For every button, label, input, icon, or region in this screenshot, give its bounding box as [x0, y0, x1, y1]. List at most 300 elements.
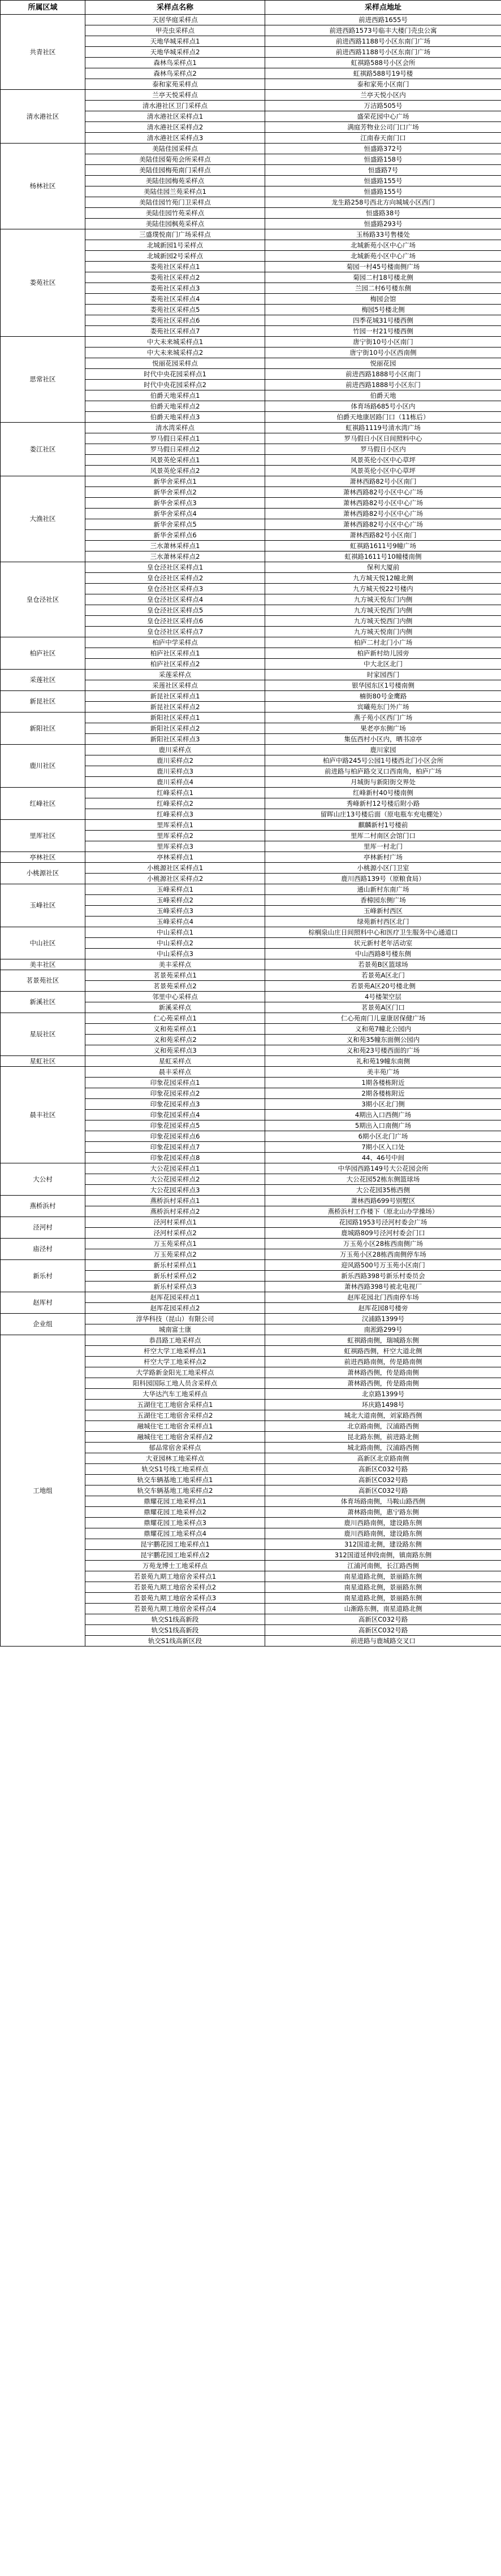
point-name-cell: 新华舍采样点6: [85, 530, 265, 541]
point-address-cell: 虹祺路1119号清水湾广场: [265, 423, 501, 433]
table-row: [1, 863, 501, 874]
point-name-cell: 清水港社区采样点2: [85, 122, 265, 133]
point-name-cell: 大公花园采样点1: [85, 1163, 265, 1174]
point-address-cell: 前进路与鹿城路交叉口: [265, 1636, 501, 1647]
point-address-cell: 月城街与新阳街交界处: [265, 777, 501, 788]
point-address-cell: 前进西路1188号小区东南门广场: [265, 47, 501, 58]
point-name-cell: 中山采样点1: [85, 927, 265, 938]
point-name-cell: 轨交车辆基地工地采样点1: [85, 1475, 265, 1485]
point-address-cell: 萧林西路398号被北电视厂: [265, 1282, 501, 1292]
point-name-cell: 娄苑社区采样点7: [85, 326, 265, 337]
point-name-cell: 泾河村采样点2: [85, 1228, 265, 1239]
point-name-cell: 清水港社区卫门采样点: [85, 101, 265, 111]
area-cell: 娄苑社区: [1, 229, 85, 337]
point-address-cell: 5期出入口南侧广场: [265, 1120, 501, 1131]
point-name-cell: 风景英伦采样点2: [85, 466, 265, 476]
point-address-cell: 鹿川西路南侧，建设路东侧: [265, 1518, 501, 1528]
point-address-cell: 九方城天悦东门内侧: [265, 594, 501, 605]
point-address-cell: 3期小区北门侧: [265, 1099, 501, 1110]
point-name-cell: 新阳社区采样点1: [85, 713, 265, 723]
point-address-cell: 萧林路西侧，传是路南侧: [265, 1367, 501, 1378]
point-address-cell: 大公花园35栋西侧: [265, 1185, 501, 1196]
point-address-cell: 九方城天悦22号楼内: [265, 584, 501, 594]
table-row: [1, 713, 501, 723]
table-row: [1, 476, 501, 487]
point-name-cell: 鼎耀花园工地采样点1: [85, 1496, 265, 1507]
point-address-cell: 北城新苑小区中心广场: [265, 251, 501, 262]
area-cell: 泾河村: [1, 1217, 85, 1239]
point-name-cell: 仁心苑采样点1: [85, 1013, 265, 1024]
point-name-cell: 清水港社区采样点3: [85, 133, 265, 144]
point-address-cell: 高新区C032号路: [265, 1475, 501, 1485]
point-address-cell: 萧林西路82号小区南门: [265, 530, 501, 541]
table-row: [1, 1260, 501, 1271]
point-address-cell: 汉浦路1399号: [265, 1314, 501, 1324]
table-row: [1, 852, 501, 863]
point-name-cell: 玉峰采样点4: [85, 916, 265, 927]
point-address-cell: 萧林西路82号小区中心广场: [265, 519, 501, 530]
point-name-cell: 皇仓泾社区采样点1: [85, 562, 265, 573]
point-name-cell: 三水萧林采样点1: [85, 541, 265, 551]
area-cell: 工地组: [1, 1335, 85, 1647]
point-name-cell: 里厍采样点2: [85, 831, 265, 841]
point-name-cell: 星虹采样点: [85, 1056, 265, 1067]
point-name-cell: 小桃源社区采样点2: [85, 874, 265, 884]
point-address-cell: 北京路1399号: [265, 1389, 501, 1400]
point-name-cell: 娄苑社区采样点2: [85, 272, 265, 283]
point-name-cell: 印象花园采样点6: [85, 1131, 265, 1142]
point-address-cell: 秀峰新村12号楼后附小路: [265, 798, 501, 809]
point-name-cell: 新乐村采样点1: [85, 1260, 265, 1271]
point-address-cell: 高新区C032号路: [265, 1625, 501, 1636]
point-address-cell: 萧林路南侧，惠宁路东侧: [265, 1507, 501, 1518]
point-address-cell: 燕桥浜村工作楼下（原北山办学操场）: [265, 1206, 501, 1217]
point-name-cell: 新乐村采样点2: [85, 1271, 265, 1282]
point-address-cell: 宾曦苑东门外广场: [265, 702, 501, 713]
area-cell: 燕桥浜村: [1, 1196, 85, 1217]
point-name-cell: 新华舍采样点4: [85, 509, 265, 519]
point-address-cell: 虹祺路1611号10幢楼南侧: [265, 551, 501, 562]
point-name-cell: 大公花园采样点3: [85, 1185, 265, 1196]
point-name-cell: 新阳社区采样点2: [85, 723, 265, 734]
point-name-cell: 新华舍采样点1: [85, 476, 265, 487]
point-address-cell: 前进西路1188号小区东南门广场: [265, 36, 501, 47]
point-address-cell: 7期小区入口处: [265, 1142, 501, 1153]
point-address-cell: 前进西路南侧，传是路南侧: [265, 1357, 501, 1367]
point-address-cell: 恒盛路155号: [265, 176, 501, 186]
point-name-cell: 娄苑社区采样点5: [85, 305, 265, 315]
point-address-cell: 罗马假日小区日间照料中心: [265, 433, 501, 444]
point-name-cell: 恭昌路工地采样点: [85, 1335, 265, 1346]
point-name-cell: 美陆佳园竹苑采样点: [85, 208, 265, 219]
point-address-cell: 南星道路北侧，景丽路东侧: [265, 1593, 501, 1604]
point-address-cell: 虹祺路588号小区会所: [265, 58, 501, 68]
point-name-cell: 娄苑社区采样点4: [85, 294, 265, 305]
point-address-cell: 高新区C032号路: [265, 1614, 501, 1625]
point-name-cell: 印象花园采样点5: [85, 1120, 265, 1131]
point-address-cell: 鹿城路809号泾河村委会门口: [265, 1228, 501, 1239]
point-address-cell: 山渐路东侧，南星道路北侧: [265, 1604, 501, 1614]
point-name-cell: 美陆佳园菊苑会所采样点: [85, 154, 265, 165]
point-name-cell: 融城住宅工地宿舍采样点1: [85, 1421, 265, 1432]
point-name-cell: 皇仓泾社区采样点7: [85, 627, 265, 637]
point-name-cell: 鹿川采样点: [85, 745, 265, 755]
table-row: [1, 745, 501, 755]
point-name-cell: 娄苑社区采样点3: [85, 283, 265, 294]
area-cell: 新昆社区: [1, 691, 85, 713]
point-name-cell: 森林鸟采样点1: [85, 58, 265, 68]
point-name-cell: 娄苑社区采样点1: [85, 262, 265, 272]
point-name-cell: 义和苑采样点1: [85, 1024, 265, 1035]
point-address-cell: 前进西路1888号小区南门: [265, 369, 501, 380]
point-name-cell: 阳科园国际工地人员含采样点: [85, 1378, 265, 1389]
point-name-cell: 郁品常宿舍采样点: [85, 1443, 265, 1453]
point-name-cell: 天地华城采样点2: [85, 47, 265, 58]
point-name-cell: 时代中央花园采样点2: [85, 380, 265, 390]
point-address-cell: 萧林西路699号别墅区: [265, 1196, 501, 1206]
point-address-cell: 义和苑23号楼西面的广场: [265, 1045, 501, 1056]
point-address-cell: 小桃源小区门卫室: [265, 863, 501, 874]
point-address-cell: 萧林西路82号小区中心广场: [265, 509, 501, 519]
area-cell: 采莲社区: [1, 670, 85, 691]
point-name-cell: 玉峰采样点2: [85, 895, 265, 906]
point-address-cell: 唐宁街10号小区南门: [265, 337, 501, 347]
point-name-cell: 中大未来城采样点1: [85, 337, 265, 347]
point-name-cell: 兰亭天悦采样点: [85, 90, 265, 101]
point-address-cell: 鹿川西路南侧，建设路东侧: [265, 1528, 501, 1539]
point-address-cell: 银华园东区1号楼南侧: [265, 680, 501, 691]
area-cell: 星虹社区: [1, 1056, 85, 1067]
point-address-cell: 恒盛路158号: [265, 154, 501, 165]
point-address-cell: 恒盛路372号: [265, 144, 501, 154]
point-address-cell: 南星道路北侧，景丽路东侧: [265, 1582, 501, 1593]
point-name-cell: 美陆佳园枫苑采样点: [85, 219, 265, 229]
point-address-cell: 唐宁街10号小区西南侧: [265, 347, 501, 358]
point-name-cell: 新华舍采样点5: [85, 519, 265, 530]
point-name-cell: 大华达汽车工地采样点: [85, 1389, 265, 1400]
point-address-cell: 九方城天悦西门内侧: [265, 605, 501, 616]
point-name-cell: 森林鸟采样点2: [85, 68, 265, 79]
point-name-cell: 柏庐社区采样点2: [85, 659, 265, 670]
point-address-cell: 兰园二村6号楼东侧: [265, 283, 501, 294]
area-cell: 鹿川社区: [1, 745, 85, 788]
area-cell: 小桃源社区: [1, 863, 85, 884]
point-name-cell: 中山采样点3: [85, 949, 265, 959]
table-row: [1, 691, 501, 702]
point-name-cell: 茗景苑采样点1: [85, 970, 265, 981]
area-cell: 大公村: [1, 1163, 85, 1196]
point-name-cell: 甲壳虫采样点: [85, 25, 265, 36]
point-name-cell: 新阳社区采样点3: [85, 734, 265, 745]
point-name-cell: 皇仓泾社区采样点3: [85, 584, 265, 594]
point-name-cell: 印象花园采样点8: [85, 1153, 265, 1163]
area-cell: 企业组: [1, 1314, 85, 1335]
point-address-cell: 梅园会馆: [265, 294, 501, 305]
point-address-cell: 棕榈泉山庄日间照料中心和医疗卫生服务中心通道口: [265, 927, 501, 938]
area-cell: 新阳社区: [1, 713, 85, 745]
point-name-cell: 清水港社区采样点1: [85, 111, 265, 122]
area-cell: 大渔社区: [1, 476, 85, 562]
area-cell: 美丰社区: [1, 959, 85, 970]
point-address-cell: 南星道路北侧，景丽路东侧: [265, 1571, 501, 1582]
point-address-cell: 九方城天悦西门内侧: [265, 616, 501, 627]
point-name-cell: 玉峰采样点3: [85, 906, 265, 916]
point-address-cell: 龙生路258号西北方向城城小区西门: [265, 197, 501, 208]
point-address-cell: 前进西路1573号临丰大楼门壳虫公寓: [265, 25, 501, 36]
point-name-cell: 鹿川采样点4: [85, 777, 265, 788]
point-name-cell: 若景苑九期工地宿舍采样点2: [85, 1582, 265, 1593]
point-address-cell: 6期小区北门广场: [265, 1131, 501, 1142]
point-name-cell: 天地华城采样点1: [85, 36, 265, 47]
point-name-cell: 燕桥浜村采样点2: [85, 1206, 265, 1217]
point-address-cell: 集伍西村小区内，晒书凉亭: [265, 734, 501, 745]
point-name-cell: 轨交S1线高新段: [85, 1625, 265, 1636]
point-name-cell: 印象花园采样点4: [85, 1110, 265, 1120]
point-address-cell: 美丰苑广场: [265, 1067, 501, 1078]
table-row: [1, 229, 501, 240]
point-name-cell: 三水萧林采样点2: [85, 551, 265, 562]
point-address-cell: 萧林路西侧，传是路南侧: [265, 1378, 501, 1389]
point-address-cell: 环庆路1498号: [265, 1400, 501, 1410]
point-address-cell: 虹祺路西侧，杆空大道北侧: [265, 1346, 501, 1357]
point-address-cell: 2期各楼栋附近: [265, 1088, 501, 1099]
point-name-cell: 风景英伦采样点1: [85, 455, 265, 466]
point-name-cell: 印象花园采样点7: [85, 1142, 265, 1153]
point-address-cell: 虹祺路南侧，瑞城路东侧: [265, 1335, 501, 1346]
point-address-cell: 四季花城31号楼西侧: [265, 315, 501, 326]
point-name-cell: 柏庐中学采样点: [85, 637, 265, 648]
point-address-cell: 高新区C032号路: [265, 1485, 501, 1496]
point-name-cell: 若景苑九期工地宿舍采样点1: [85, 1571, 265, 1582]
point-address-cell: 萧林西路82号小区中心广场: [265, 487, 501, 498]
point-name-cell: 杆空大学工地采样点2: [85, 1357, 265, 1367]
point-name-cell: 皇仓泾社区采样点4: [85, 594, 265, 605]
point-name-cell: 玉峰采样点1: [85, 884, 265, 895]
area-cell: 庙泾村: [1, 1239, 85, 1260]
point-name-cell: 小桃源社区采样点1: [85, 863, 265, 874]
table-row: [1, 1056, 501, 1067]
point-address-cell: 留晖山庄13号楼后面（原电瓶车充电棚处）: [265, 809, 501, 820]
point-name-cell: 印象花园采样点3: [85, 1099, 265, 1110]
point-name-cell: 娄苑社区采样点6: [85, 315, 265, 326]
point-address-cell: 4期出入口西侧广场: [265, 1110, 501, 1120]
area-cell: 娄江社区: [1, 423, 85, 476]
point-address-cell: 昆北路东侧，前进路北侧: [265, 1432, 501, 1443]
point-address-cell: 通山新村东南广场: [265, 884, 501, 895]
point-name-cell: 皇仓泾社区采样点5: [85, 605, 265, 616]
point-address-cell: 312国道北侧，建设路东侧: [265, 1539, 501, 1550]
point-address-cell: 恒盛路293号: [265, 219, 501, 229]
point-name-cell: 若景苑九期工地宿舍采样点4: [85, 1604, 265, 1614]
point-name-cell: 美陆佳园梅苑采样点: [85, 176, 265, 186]
point-address-cell: 菊园二村18号楼北侧: [265, 272, 501, 283]
point-name-cell: 杆空大学工地采样点1: [85, 1346, 265, 1357]
point-address-cell: 中华园西路149号大公花园会所: [265, 1163, 501, 1174]
point-name-cell: 皇仓泾社区采样点2: [85, 573, 265, 584]
area-cell: 柏庐社区: [1, 637, 85, 670]
point-name-cell: 若景苑九期工地宿舍采样点3: [85, 1593, 265, 1604]
point-address-cell: 江浦河南侧，长江路西侧: [265, 1561, 501, 1571]
point-address-cell: 前进路与柏庐路交叉口西南角，柏庐广场: [265, 766, 501, 777]
point-address-cell: 赵厍花园北门西南停车场: [265, 1292, 501, 1303]
area-cell: 玉峰社区: [1, 884, 85, 927]
point-address-cell: 风景英伦小区中心草坪: [265, 455, 501, 466]
point-name-cell: 中山采样点2: [85, 938, 265, 949]
point-address-cell: 若景苑A区北门: [265, 970, 501, 981]
point-address-cell: 迎风路500号万玉苑小区南门: [265, 1260, 501, 1271]
point-name-cell: 万苑龙博士工地采样点: [85, 1561, 265, 1571]
point-name-cell: 晨丰采样点: [85, 1067, 265, 1078]
point-address-cell: 若景苑B区篮球场: [265, 959, 501, 970]
point-name-cell: 采莲采样点: [85, 670, 265, 680]
point-address-cell: 前进西路1655号: [265, 15, 501, 25]
point-address-cell: 北京路南侧，汉浦路西侧: [265, 1421, 501, 1432]
table-row: [1, 637, 501, 648]
point-address-cell: 鹿川家园: [265, 745, 501, 755]
table-row: [1, 670, 501, 680]
point-address-cell: 九方城天悦南门内侧: [265, 627, 501, 637]
point-name-cell: 罗马假日采样点2: [85, 444, 265, 455]
point-name-cell: 昆宇鹏花园工地采样点2: [85, 1550, 265, 1561]
point-name-cell: 美陆佳园采样点: [85, 144, 265, 154]
point-name-cell: 新昆社区采样点1: [85, 691, 265, 702]
point-name-cell: 轨交S1号线工地采样点: [85, 1464, 265, 1475]
point-name-cell: 融城住宅工地宿舍采样点2: [85, 1432, 265, 1443]
point-address-cell: 麒麟新村1号楼前: [265, 820, 501, 831]
point-address-cell: 九方城天悦12幢北侧: [265, 573, 501, 584]
area-cell: 亭林社区: [1, 852, 85, 863]
header-point-name: 采样点名称: [85, 1, 265, 15]
point-name-cell: 亭林采样点1: [85, 852, 265, 863]
point-address-cell: 香樟园东侧广场: [265, 895, 501, 906]
point-name-cell: 美陆佳园竹苑门卫采样点: [85, 197, 265, 208]
point-name-cell: 新乐村采样点3: [85, 1282, 265, 1292]
table-row: [1, 1314, 501, 1324]
point-address-cell: 果老亭东侧广场: [265, 723, 501, 734]
area-cell: 晨丰社区: [1, 1067, 85, 1163]
point-address-cell: 竹园一村21号楼西侧: [265, 326, 501, 337]
header-row: [1, 1, 501, 15]
point-name-cell: 时代中央花园采样点1: [85, 369, 265, 380]
point-address-cell: 绿苑新村西区北门: [265, 916, 501, 927]
area-cell: 杨林社区: [1, 144, 85, 229]
point-address-cell: 礼和苑19幢东南侧: [265, 1056, 501, 1067]
table-row: [1, 959, 501, 970]
point-address-cell: 前进西路1888号小区东门: [265, 380, 501, 390]
point-address-cell: 满庭芳物业公司门口广场: [265, 122, 501, 133]
point-address-cell: 中山西路8号楼东侧: [265, 949, 501, 959]
point-name-cell: 新昆社区采样点2: [85, 702, 265, 713]
point-address-cell: 盛荣花园中心广场: [265, 111, 501, 122]
area-cell: 星辰社区: [1, 1013, 85, 1056]
table-row: [1, 423, 501, 433]
point-address-cell: 恒盛路7号: [265, 165, 501, 176]
point-address-cell: 312国道延伸段南侧，镇南路东侧: [265, 1550, 501, 1561]
point-address-cell: 义和苑7幢北公园内: [265, 1024, 501, 1035]
table-row: [1, 1196, 501, 1206]
point-name-cell: 清水湾采样点: [85, 423, 265, 433]
point-address-cell: 梅园5号楼北侧: [265, 305, 501, 315]
point-address-cell: 时家园西门: [265, 670, 501, 680]
point-name-cell: 柏庐社区采样点1: [85, 648, 265, 659]
point-address-cell: 仁心苑南门儿童康居保健广场: [265, 1013, 501, 1024]
point-address-cell: 恒盛路38号: [265, 208, 501, 219]
point-address-cell: 亭林新村广场: [265, 852, 501, 863]
point-address-cell: 虹祺路588号19号楼: [265, 68, 501, 79]
point-name-cell: 轨交车辆基地工地采样点2: [85, 1485, 265, 1496]
point-name-cell: 五湖住宅工地宿舍采样点1: [85, 1400, 265, 1410]
point-name-cell: 茗景苑采样点2: [85, 981, 265, 992]
point-name-cell: 罗马假日采样点1: [85, 433, 265, 444]
point-name-cell: 北城新园1号采样点: [85, 240, 265, 251]
point-address-cell: 伯爵天地康居路门口（11栋后）: [265, 412, 501, 423]
point-address-cell: 义和苑35幢东面侧公园内: [265, 1035, 501, 1045]
header-point-address: 采样点地址: [265, 1, 501, 15]
point-address-cell: 城北大道南侧，刘家路西侧: [265, 1410, 501, 1421]
point-address-cell: 罗马假日小区内: [265, 444, 501, 455]
point-name-cell: 赵厍花园采样点2: [85, 1303, 265, 1314]
point-address-cell: 北城新苑小区中心广场: [265, 240, 501, 251]
point-name-cell: 中大未来城采样点2: [85, 347, 265, 358]
point-address-cell: 4号楼架空层: [265, 992, 501, 1002]
point-address-cell: 菊园一村45号楼南侧广场: [265, 262, 501, 272]
point-name-cell: 义和苑采样点2: [85, 1035, 265, 1045]
point-name-cell: 悦丽花园采样点: [85, 358, 265, 369]
point-address-cell: 万洁路505号: [265, 101, 501, 111]
point-name-cell: 红峰采样点1: [85, 788, 265, 798]
table-row: [1, 1335, 501, 1346]
point-name-cell: 印象花园采样点1: [85, 1078, 265, 1088]
point-address-cell: 中大北区北门: [265, 659, 501, 670]
point-address-cell: 兰亭天悦小区内: [265, 90, 501, 101]
point-name-cell: 伯爵天地采样点1: [85, 390, 265, 401]
table-row: [1, 1292, 501, 1303]
point-address-cell: 大公花园52栋东侧篮球场: [265, 1174, 501, 1185]
table-row: [1, 788, 501, 798]
point-address-cell: 萧林西路82号小区南门: [265, 476, 501, 487]
table-row: [1, 90, 501, 101]
point-address-cell: 44、46号中间: [265, 1153, 501, 1163]
point-address-cell: 恒盛路155号: [265, 186, 501, 197]
table-row: [1, 927, 501, 938]
point-name-cell: 里厍采样点1: [85, 820, 265, 831]
point-address-cell: 萧林西路82号小区中心广场: [265, 498, 501, 509]
area-cell: 共青社区: [1, 15, 85, 90]
area-cell: 中山社区: [1, 927, 85, 959]
point-name-cell: 美陆佳园梅苑南门采样点: [85, 165, 265, 176]
point-address-cell: 柏庐二村北门小广场: [265, 637, 501, 648]
point-address-cell: 花园路1953号泾河村委会广场: [265, 1217, 501, 1228]
point-address-cell: 保利大厦前: [265, 562, 501, 573]
point-name-cell: 轨交S1线高新区段: [85, 1636, 265, 1647]
area-cell: 新乐村: [1, 1260, 85, 1292]
point-name-cell: 燕桥浜村采样点1: [85, 1196, 265, 1206]
point-address-cell: 江南春天南门口: [265, 133, 501, 144]
area-cell: 清水港社区: [1, 90, 85, 144]
area-cell: 茗景苑社区: [1, 970, 85, 992]
point-name-cell: 新溪采样点: [85, 1002, 265, 1013]
point-name-cell: 里厍采样点3: [85, 841, 265, 852]
table-row: [1, 1067, 501, 1078]
point-name-cell: 红峰采样点3: [85, 809, 265, 820]
point-address-cell: 体育场路南侧，马鞍山路西侧: [265, 1496, 501, 1507]
point-address-cell: 城北路南侧，汉浦路西侧: [265, 1443, 501, 1453]
point-name-cell: 万玉苑采样点2: [85, 1249, 265, 1260]
point-address-cell: 泰和家苑小区南门: [265, 79, 501, 90]
point-name-cell: 城南富士康: [85, 1324, 265, 1335]
point-name-cell: 鹿川采样点2: [85, 755, 265, 766]
point-name-cell: 鼎耀花园工地采样点3: [85, 1518, 265, 1528]
